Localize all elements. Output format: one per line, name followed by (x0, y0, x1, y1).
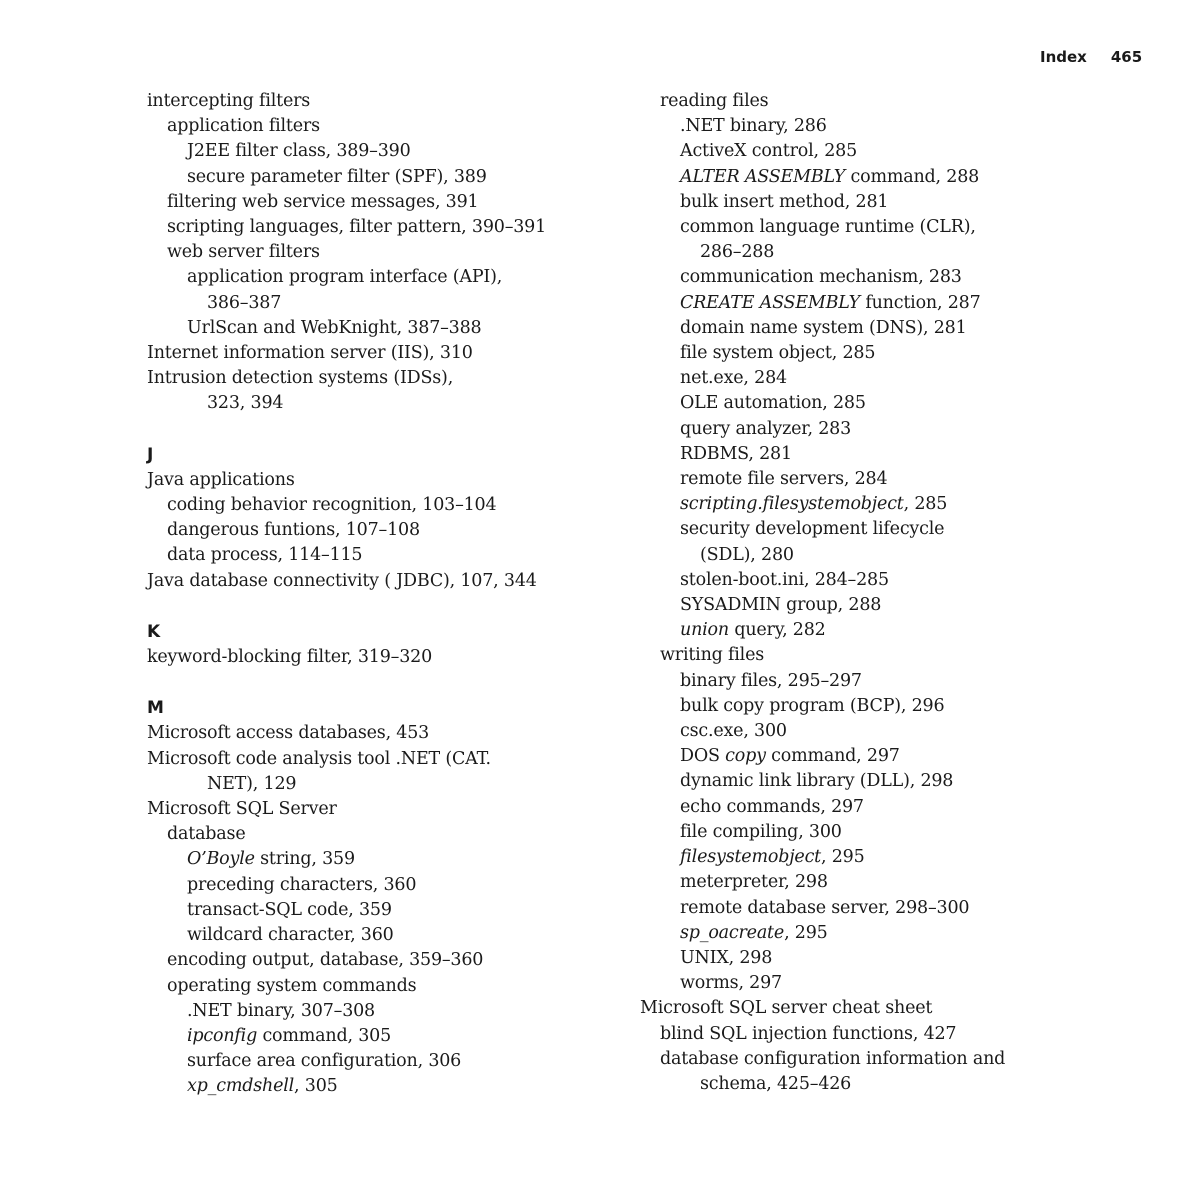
italic-term: xp_cmdshell (187, 1076, 295, 1097)
entry-text: , 305 (294, 1076, 338, 1097)
index-entry: keyword-blocking filter, 319–320 (147, 647, 432, 668)
running-header (1040, 47, 1155, 67)
entry-text: command, 297 (765, 746, 900, 767)
index-column-left (147, 89, 627, 1100)
index-subsubentry: secure parameter filter (SPF), 389 (187, 166, 487, 187)
index-subsubentry (640, 744, 1180, 769)
index-subsubentry: stolen-boot.ini, 284–285 (680, 569, 889, 590)
section-gap (147, 670, 627, 692)
index-subsubentry: remote file servers, 284 (680, 469, 888, 490)
index-entry: Intrusion detection systems (IDSs), (147, 368, 454, 389)
index-continuation: 286–288 (700, 242, 775, 263)
index-subsubentry: RDBMS, 281 (680, 443, 792, 464)
index-subsubentry: preceding characters, 360 (187, 874, 417, 895)
letter-heading-k: K (147, 621, 160, 642)
index-column-right (640, 89, 1180, 1097)
index-subsubentry (640, 165, 1180, 190)
italic-term: copy (725, 746, 766, 767)
index-subentry: filtering web service messages, 391 (167, 191, 479, 212)
index-subsubentry (147, 1074, 627, 1099)
entry-text: , 295 (821, 847, 865, 868)
index-subsubentry (147, 1024, 627, 1049)
index-subsubentry (640, 492, 1180, 517)
index-subentry: encoding output, database, 359–360 (167, 950, 484, 971)
entry-text: function, 287 (859, 292, 981, 313)
italic-term: O’Boyle (187, 849, 255, 870)
index-subentry: data process, 114–115 (167, 545, 363, 566)
index-subsubentry: bulk insert method, 281 (680, 191, 889, 212)
index-subsubentry: wildcard character, 360 (187, 925, 394, 946)
index-subsubentry: remote database server, 298–300 (680, 897, 970, 918)
entry-text: command, 305 (257, 1025, 392, 1046)
index-subsubentry: UNIX, 298 (680, 947, 773, 968)
index-subentry: database configuration information and (660, 1048, 1006, 1069)
index-subsubentry: csc.exe, 300 (680, 721, 787, 742)
entry-text: , 295 (784, 922, 828, 943)
index-entry: Microsoft SQL server cheat sheet (640, 998, 933, 1019)
index-subentry: application filters (167, 116, 320, 137)
index-subsubentry: SYSADMIN group, 288 (680, 595, 882, 616)
index-subentry: blind SQL injection functions, 427 (660, 1023, 957, 1044)
index-subsubentry: query analyzer, 283 (680, 418, 852, 439)
index-subsubentry (640, 921, 1180, 946)
index-subsubentry: OLE automation, 285 (680, 393, 866, 414)
index-subsubentry: domain name system (DNS), 281 (680, 317, 967, 338)
index-subsubentry: J2EE filter class, 389–390 (187, 141, 411, 162)
entry-text: , 285 (903, 494, 948, 515)
index-subsubentry (640, 618, 1180, 643)
index-entry: Internet information server (IIS), 310 (147, 343, 473, 364)
index-subentry: scripting languages, filter pattern, 390–391 (167, 217, 547, 238)
index-continuation: schema, 425–426 (700, 1073, 852, 1094)
italic-term: ipconfig (187, 1025, 258, 1046)
index-subsubentry: echo commands, 297 (680, 796, 864, 817)
index-subentry: database (167, 824, 246, 845)
index-subsubentry: net.exe, 284 (680, 368, 787, 389)
index-subsubentry: worms, 297 (680, 973, 782, 994)
section-gap (147, 594, 627, 616)
index-subsubentry: common language runtime (CLR), (680, 217, 976, 238)
header-section: Index (1040, 48, 1087, 66)
index-subsubentry: bulk copy program (BCP), 296 (680, 695, 945, 716)
index-subsubentry: ActiveX control, 285 (680, 141, 857, 162)
index-subentry: dangerous funtions, 107–108 (167, 520, 420, 541)
italic-term: filesystemobject (680, 847, 822, 868)
index-continuation: (SDL), 280 (700, 544, 794, 565)
index-entry: Microsoft access databases, 453 (147, 723, 430, 744)
index-subsubentry: meterpreter, 298 (680, 872, 828, 893)
index-subsubentry: file compiling, 300 (680, 821, 842, 842)
italic-term: ALTER ASSEMBLY (680, 166, 846, 187)
italic-term: sp_oacreate (680, 922, 785, 943)
index-entry: Microsoft code analysis tool .NET (CAT. (147, 748, 491, 769)
index-subsubentry: binary files, 295–297 (680, 670, 862, 691)
index-subentry: operating system commands (167, 975, 417, 996)
entry-text: query, 282 (728, 620, 826, 641)
index-subsubentry (147, 847, 627, 872)
italic-term: CREATE ASSEMBLY (680, 292, 860, 313)
index-entry: Microsoft SQL Server (147, 799, 337, 820)
index-continuation: NET), 129 (207, 773, 297, 794)
index-subentry: coding behavior recognition, 103–104 (167, 495, 497, 516)
letter-heading-j: J (147, 444, 154, 465)
page-number: 465 (1110, 48, 1143, 66)
index-subentry: writing files (660, 645, 765, 666)
index-subsubentry: .NET binary, 286 (680, 116, 827, 137)
index-subsubentry: security development lifecycle (680, 519, 945, 540)
entry-text: string, 359 (254, 849, 355, 870)
index-subsubentry (640, 845, 1180, 870)
index-subsubentry: .NET binary, 307–308 (187, 1000, 375, 1021)
index-subsubentry (640, 291, 1180, 316)
index-subsubentry: transact-SQL code, 359 (187, 899, 392, 920)
italic-term: union (680, 620, 729, 641)
italic-term: scripting.filesystemobject (680, 494, 904, 515)
index-subentry: reading files (660, 91, 769, 111)
index-subsubentry: UrlScan and WebKnight, 387–388 (187, 317, 482, 338)
section-gap (147, 417, 627, 439)
index-subsubentry: surface area configuration, 306 (187, 1051, 462, 1072)
entry-text: command, 288 (845, 166, 980, 187)
index-subsubentry: dynamic link library (DLL), 298 (680, 771, 954, 792)
letter-heading-m: M (147, 698, 164, 719)
index-entry: Java applications (147, 469, 295, 490)
index-subentry: web server filters (167, 242, 320, 263)
index-entry: intercepting filters (147, 91, 311, 111)
entry-text: DOS (680, 746, 726, 767)
index-subsubentry: communication mechanism, 283 (680, 267, 962, 288)
index-continuation: 386–387 (207, 292, 282, 313)
index-subsubentry: application program interface (API), (187, 267, 503, 288)
index-subsubentry: file system object, 285 (680, 343, 876, 364)
index-continuation: 323, 394 (207, 393, 284, 414)
index-entry: Java database connectivity ( JDBC), 107, 344 (147, 570, 537, 591)
